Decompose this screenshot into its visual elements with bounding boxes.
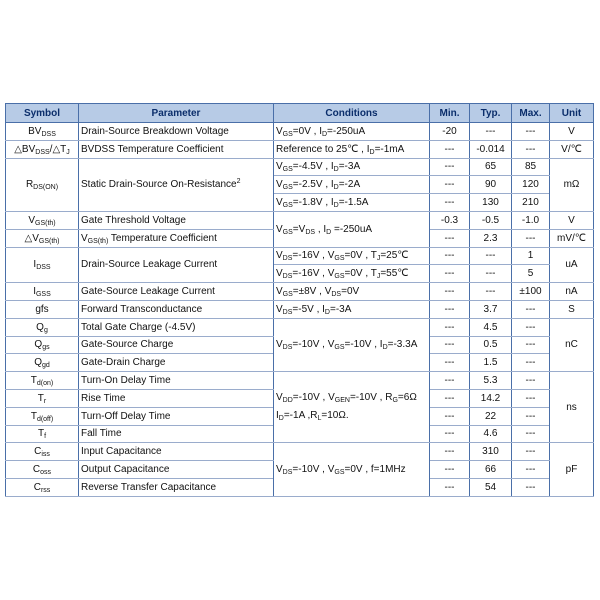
unit-cell: pF <box>550 443 594 496</box>
typ-cell: 0.5 <box>470 336 512 354</box>
min-cell: --- <box>430 478 470 496</box>
typ-cell: --- <box>470 265 512 283</box>
symbol-cell: $C_{iss}$ <box>6 443 79 461</box>
symbol-cell: $T_{d(on)}$ <box>6 372 79 390</box>
symbol-cell: $\triangle V_{GS(th)}$ <box>6 229 79 247</box>
symbol-cell: $T_{d(off)}$ <box>6 407 79 425</box>
symbol-cell: $R_{DS(ON)}$ <box>6 158 79 211</box>
parameter-cell: Total Gate Charge (-4.5V) <box>79 318 274 336</box>
typ-cell: 4.5 <box>470 318 512 336</box>
header-min: Min. <box>430 104 470 123</box>
table-row <box>6 123 594 141</box>
min-cell: --- <box>430 425 470 443</box>
parameter-cell: Drain-Source Leakage Current <box>79 247 274 283</box>
typ-cell: 130 <box>470 194 512 212</box>
header-symbol: Symbol <box>6 104 79 123</box>
max-cell: --- <box>512 425 550 443</box>
max-cell: --- <box>512 461 550 479</box>
unit-cell: mΩ <box>550 158 594 211</box>
min-cell: --- <box>430 140 470 158</box>
electrical-characteristics-table-container <box>5 103 593 497</box>
parameter-cell: $V_{GS(th)}$ Temperature Coefficient <box>79 229 274 247</box>
max-cell: --- <box>512 443 550 461</box>
typ-cell: 22 <box>470 407 512 425</box>
symbol-cell: $V_{GS(th)}$ <box>6 211 79 229</box>
parameter-cell: Turn-On Delay Time <box>79 372 274 390</box>
parameter-cell: Fall Time <box>79 425 274 443</box>
typ-cell: --- <box>470 247 512 265</box>
condition-cell: $V_{DS}=-16V$ , $V_{GS}=0V$ , $T_J=25℃$ <box>274 247 430 265</box>
typ-cell: -0.5 <box>470 211 512 229</box>
symbol-cell: $T_f$ <box>6 425 79 443</box>
min-cell: --- <box>430 229 470 247</box>
header-conditions: Conditions <box>274 104 430 123</box>
max-cell: 85 <box>512 158 550 176</box>
parameter-cell: Gate-Source Leakage Current <box>79 283 274 301</box>
parameter-cell: Forward Transconductance <box>79 300 274 318</box>
table-row <box>6 283 594 301</box>
table-row <box>6 158 594 176</box>
table-row <box>6 211 594 229</box>
min-cell: -0.3 <box>430 211 470 229</box>
condition-cell: $V_{GS}=0V$ , $I_D=-250uA$ <box>274 123 430 141</box>
condition-cell: $V_{DS}=-16V$ , $V_{GS}=0V$ , $T_J=55℃$ <box>274 265 430 283</box>
unit-cell: nA <box>550 283 594 301</box>
max-cell: 1 <box>512 247 550 265</box>
unit-cell: mV/℃ <box>550 229 594 247</box>
typ-cell: -0.014 <box>470 140 512 158</box>
typ-cell: 310 <box>470 443 512 461</box>
condition-cell: $V_{GS}=-1.8V$ , $I_D=-1.5A$ <box>274 194 430 212</box>
condition-line: $V_{DD}=-10V$ , $V_{GEN}=-10V$ , $R_G=6\Omega$ <box>276 392 417 405</box>
condition-cell: $V_{DS}=-5V$ , $I_D=-3A$ <box>274 300 430 318</box>
parameter-cell: Static Drain-Source On-Resistance$^2$ <box>79 158 274 211</box>
max-cell: --- <box>512 336 550 354</box>
min-cell: --- <box>430 354 470 372</box>
parameter-cell: BVDSS Temperature Coefficient <box>79 140 274 158</box>
parameter-cell: Drain-Source Breakdown Voltage <box>79 123 274 141</box>
min-cell: --- <box>430 158 470 176</box>
condition-cell: $V_{GS}=-4.5V$ , $I_D=-3A$ <box>274 158 430 176</box>
electrical-characteristics-table <box>5 103 594 497</box>
max-cell: 5 <box>512 265 550 283</box>
typ-cell: 3.7 <box>470 300 512 318</box>
min-cell: --- <box>430 300 470 318</box>
unit-cell: S <box>550 300 594 318</box>
symbol-cell: $C_{rss}$ <box>6 478 79 496</box>
table-row <box>6 443 594 461</box>
unit-cell: V/℃ <box>550 140 594 158</box>
parameter-cell: Gate-Drain Charge <box>79 354 274 372</box>
max-cell: --- <box>512 300 550 318</box>
header-typ: Typ. <box>470 104 512 123</box>
min-cell: --- <box>430 176 470 194</box>
parameter-cell: Gate-Source Charge <box>79 336 274 354</box>
typ-cell: --- <box>470 123 512 141</box>
typ-cell: --- <box>470 283 512 301</box>
table-row <box>6 300 594 318</box>
max-cell: --- <box>512 354 550 372</box>
symbol-cell: $I_{DSS}$ <box>6 247 79 283</box>
symbol-cell: $BV_{DSS}$ <box>6 123 79 141</box>
header-unit: Unit <box>550 104 594 123</box>
symbol-cell: $Q_{gd}$ <box>6 354 79 372</box>
typ-cell: 5.3 <box>470 372 512 390</box>
table-row <box>6 372 594 390</box>
typ-cell: 66 <box>470 461 512 479</box>
table-row <box>6 247 594 265</box>
min-cell: -20 <box>430 123 470 141</box>
typ-cell: 65 <box>470 158 512 176</box>
min-cell: --- <box>430 265 470 283</box>
max-cell: ±100 <box>512 283 550 301</box>
parameter-cell: Gate Threshold Voltage <box>79 211 274 229</box>
typ-cell: 90 <box>470 176 512 194</box>
symbol-cell: $Q_{gs}$ <box>6 336 79 354</box>
unit-cell: V <box>550 123 594 141</box>
typ-cell: 4.6 <box>470 425 512 443</box>
table-header-row <box>6 104 594 123</box>
symbol-cell: gfs <box>6 300 79 318</box>
max-cell: --- <box>512 123 550 141</box>
min-cell: --- <box>430 443 470 461</box>
max-cell: --- <box>512 478 550 496</box>
parameter-cell: Rise Time <box>79 389 274 407</box>
max-cell: 210 <box>512 194 550 212</box>
unit-cell: V <box>550 211 594 229</box>
parameter-cell: Turn-Off Delay Time <box>79 407 274 425</box>
min-cell: --- <box>430 194 470 212</box>
typ-cell: 1.5 <box>470 354 512 372</box>
condition-cell: $V_{DS}=-10V$ , $V_{GS}=-10V$ , $I_D=-3.3A$ <box>274 318 430 371</box>
header-max: Max. <box>512 104 550 123</box>
condition-line: $I_D=-1A$ $,R_L=10\Omega$. <box>276 410 349 423</box>
symbol-cell: $T_r$ <box>6 389 79 407</box>
min-cell: --- <box>430 336 470 354</box>
unit-cell: uA <box>550 247 594 283</box>
min-cell: --- <box>430 318 470 336</box>
min-cell: --- <box>430 461 470 479</box>
max-cell: --- <box>512 407 550 425</box>
max-cell: --- <box>512 140 550 158</box>
condition-cell: $V_{GS}=\pm 8V$ , $V_{DS}=0V$ <box>274 283 430 301</box>
max-cell: 120 <box>512 176 550 194</box>
max-cell: -1.0 <box>512 211 550 229</box>
min-cell: --- <box>430 389 470 407</box>
typ-cell: 14.2 <box>470 389 512 407</box>
min-cell: --- <box>430 283 470 301</box>
typ-cell: 54 <box>470 478 512 496</box>
symbol-cell: $I_{GSS}$ <box>6 283 79 301</box>
parameter-cell: Reverse Transfer Capacitance <box>79 478 274 496</box>
unit-cell: ns <box>550 372 594 443</box>
condition-cell: $V_{GS}=V_{DS}$ , $I_D =-250uA$ <box>274 211 430 247</box>
condition-cell <box>274 372 430 443</box>
table-row <box>6 140 594 158</box>
parameter-cell: Output Capacitance <box>79 461 274 479</box>
condition-cell: $V_{GS}=-2.5V$ , $I_D=-2A$ <box>274 176 430 194</box>
symbol-cell: $Q_g$ <box>6 318 79 336</box>
max-cell: --- <box>512 389 550 407</box>
min-cell: --- <box>430 372 470 390</box>
min-cell: --- <box>430 247 470 265</box>
max-cell: --- <box>512 229 550 247</box>
header-parameter: Parameter <box>79 104 274 123</box>
typ-cell: 2.3 <box>470 229 512 247</box>
symbol-cell: $C_{oss}$ <box>6 461 79 479</box>
condition-cell: Reference to 25℃ , $I_D=-1mA$ <box>274 140 430 158</box>
symbol-cell: $\triangle BV_{DSS}/\triangle T_J$ <box>6 140 79 158</box>
min-cell: --- <box>430 407 470 425</box>
table-row <box>6 318 594 336</box>
unit-cell: nC <box>550 318 594 371</box>
condition-cell: $V_{DS}=-10V$ , $V_{GS}=0V$ , f=1MHz <box>274 443 430 496</box>
max-cell: --- <box>512 318 550 336</box>
max-cell: --- <box>512 372 550 390</box>
parameter-cell: Input Capacitance <box>79 443 274 461</box>
